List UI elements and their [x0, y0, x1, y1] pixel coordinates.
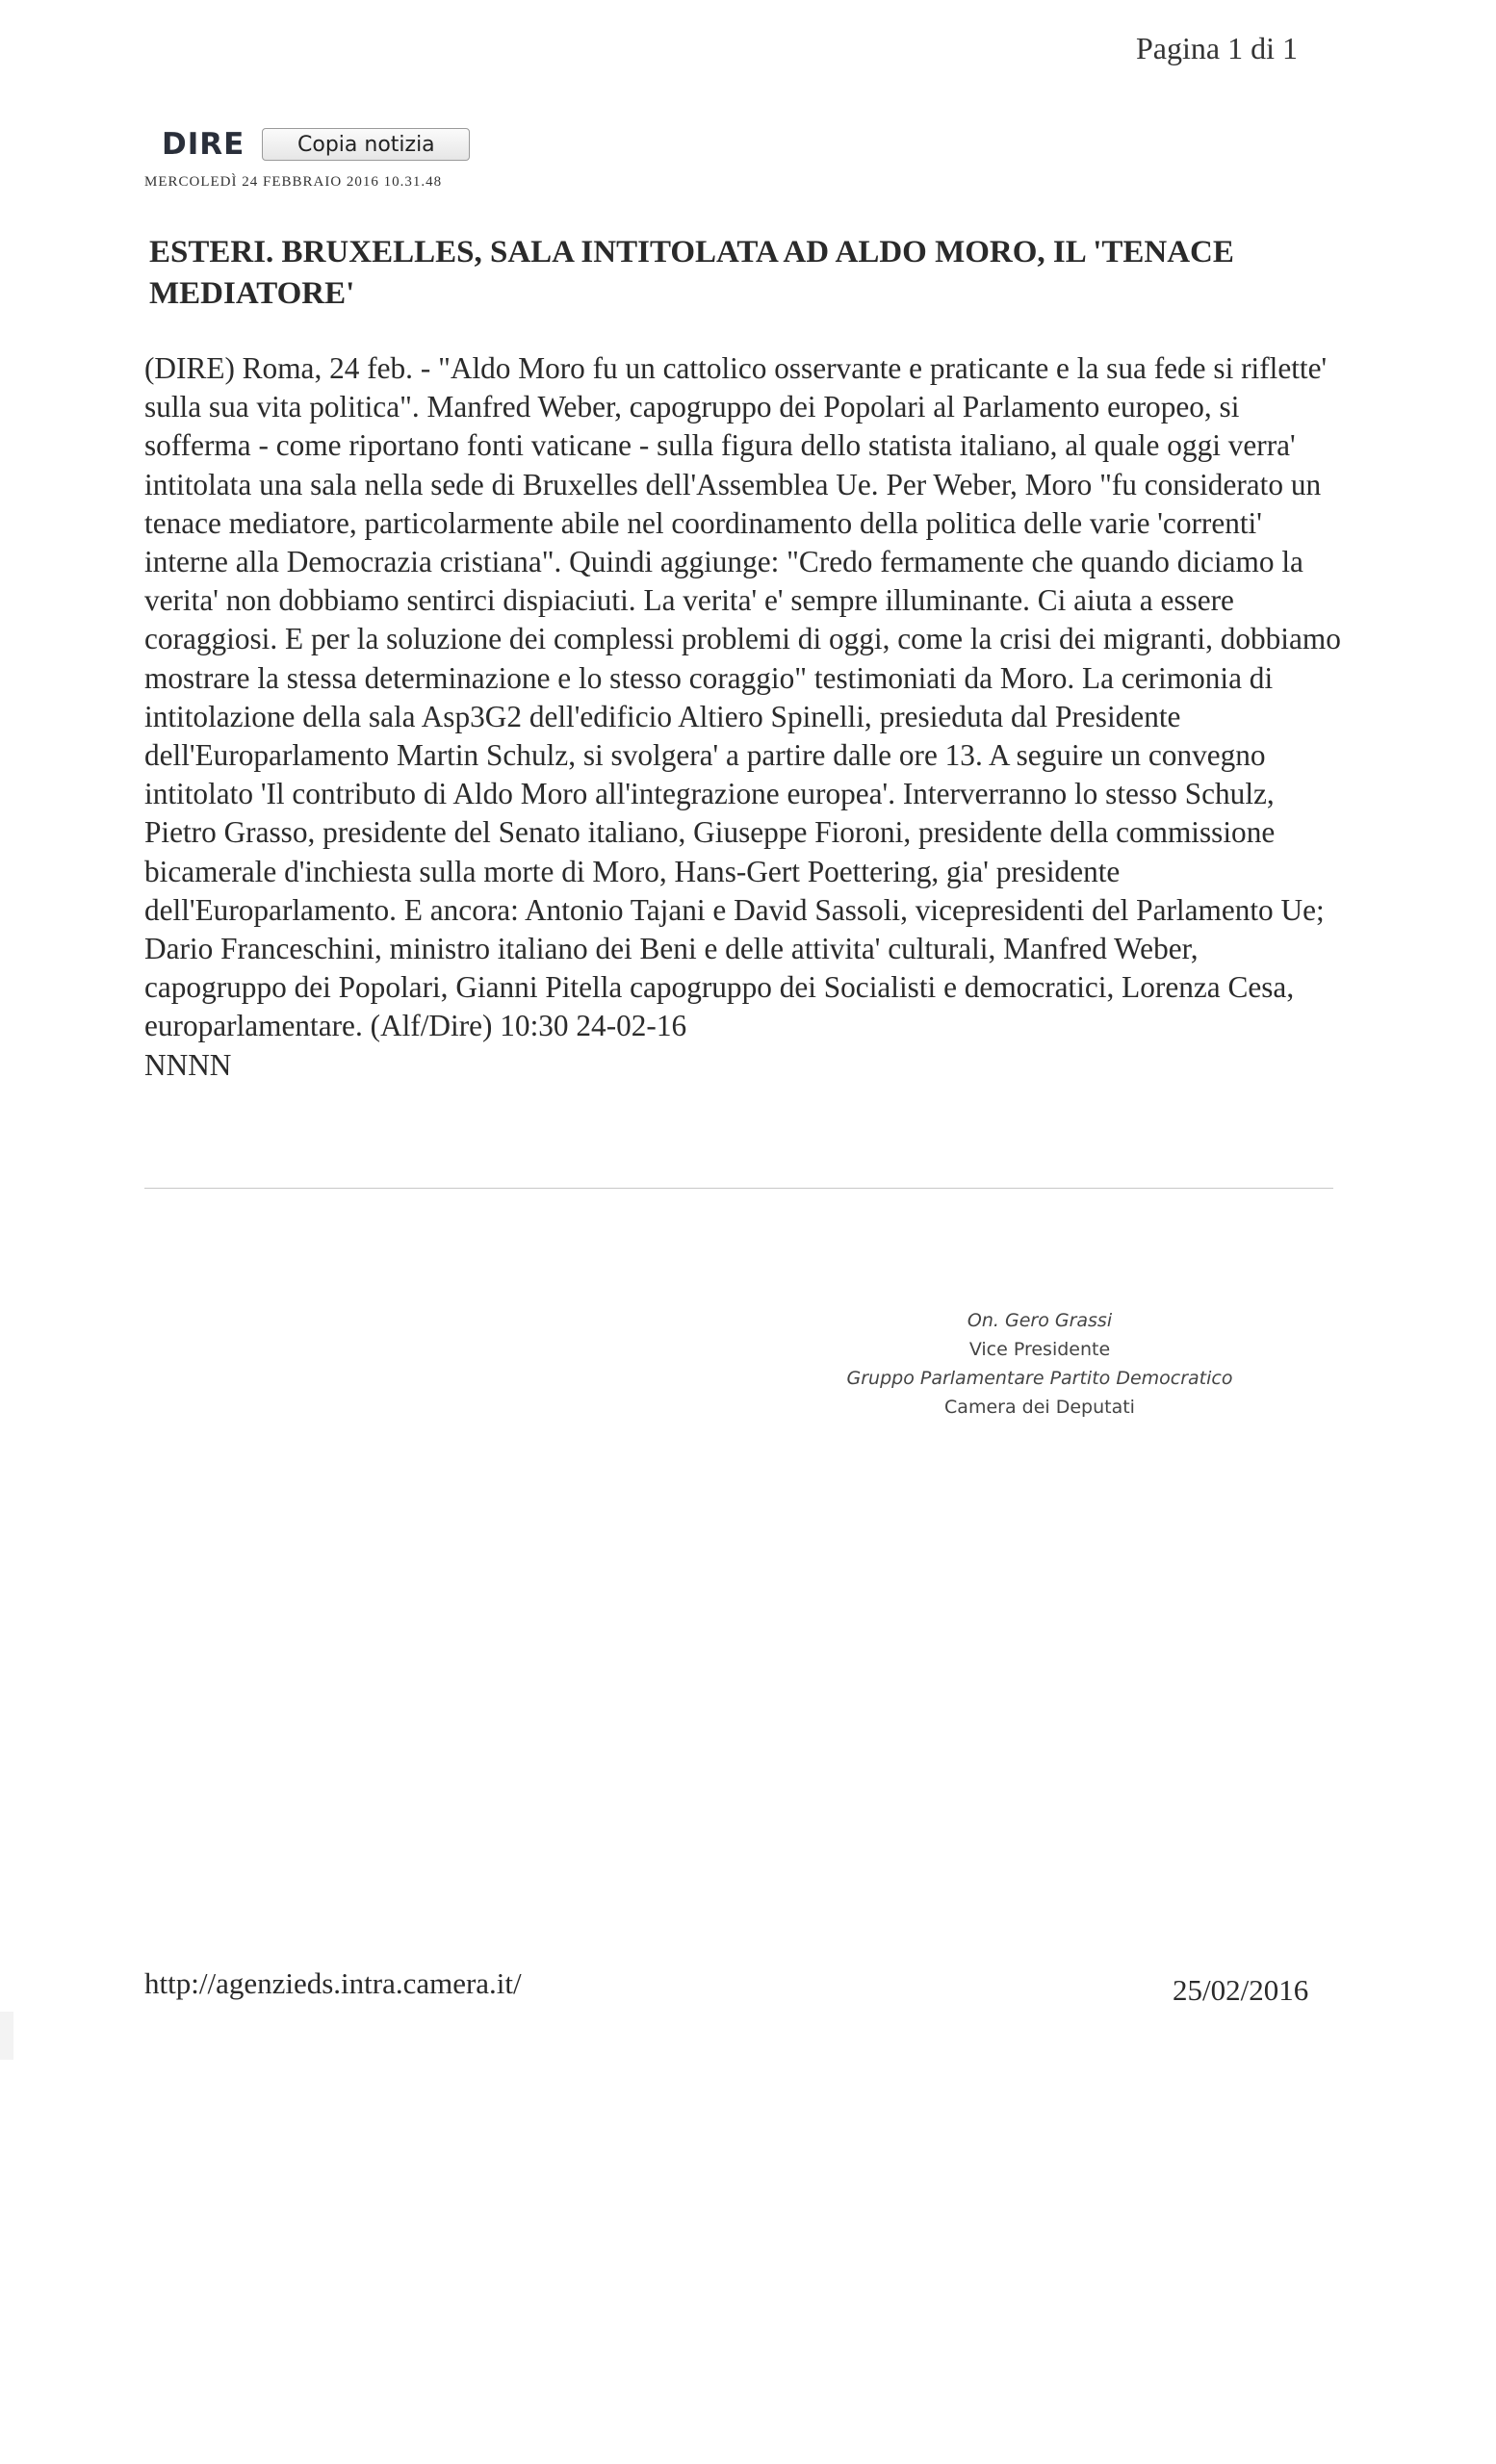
footer-url: http://agenzieds.intra.camera.it/: [144, 1966, 522, 2000]
article-body-text: (DIRE) Roma, 24 feb. - "Aldo Moro fu un cattolico osservante e praticante e la sua fede si riflette' sulla sua vita politica". Manfred Weber, capogruppo dei Popolari al Parlamento europeo, si sofferma - come riportano fonti vaticane - sulla figura dello statista italiano, al quale oggi verra' intitolata una sala nella sede di Bruxelles dell'Assemblea Ue. Per Weber, Moro "fu considerato un tenace mediatore, particolarmente abile nel coordinamento della politica delle varie 'correnti' interne alla Democrazia cristiana". Quindi aggiunge: "Credo fermamente che quando diciamo la verita' non dobbiamo sentirci dispiaciuti. La verita' e' sempre illuminante. Ci aiuta a essere coraggiosi. E per la soluzione dei complessi problemi di oggi, come la crisi dei migranti, dobbiamo mostrare la stessa determinazione e lo stesso coraggio" testimoniati da Moro. La cerimonia di intitolazione della sala Asp3G2 dell'edificio Altiero Spinelli, presieduta dal Presidente dell'Europarlamento Martin Schulz, si svolgera' a partire dalle ore 13. A seguire un convegno intitolato 'Il contributo di Aldo Moro all'integrazione europea'. Interverranno lo stesso Schulz, Pietro Grasso, presidente del Senato italiano, Giuseppe Fioroni, presidente della commissione bicamerale d'inchiesta sulla morte di Moro, Hans-Gert Poettering, gia' presidente dell'Europarlamento. E ancora: Antonio Tajani e David Sassoli, vicepresidenti del Parlamento Ue; Dario Franceschini, ministro italiano dei Beni e delle attivita' culturali, Manfred Weber, capogruppo dei Popolari, Gianni Pitella capogruppo dei Socialisti e democratici, Lorenza Cesa, europarlamentare. (Alf/Dire) 10:30 24-02-16: [144, 351, 1341, 1043]
divider: [144, 1188, 1333, 1189]
signature-stamp: [818, 1306, 1261, 1422]
scan-edge: [0, 2012, 13, 2060]
signature-group: Gruppo Parlamentare Partito Democratico: [846, 1368, 1233, 1389]
article-end-mark: NNNN: [144, 1047, 232, 1082]
signature-chamber: Camera dei Deputati: [944, 1397, 1135, 1418]
footer-date: 25/02/2016: [1173, 1973, 1309, 2007]
copy-news-button[interactable]: Copia notizia: [262, 128, 470, 161]
signature-role: Vice Presidente: [968, 1339, 1111, 1360]
article-headline: ESTERI. BRUXELLES, SALA INTITOLATA AD ALDO MORO, IL 'TENACE MEDIATORE': [149, 235, 1234, 311]
dateline: MERCOLEDÌ 24 FEBBRAIO 2016 10.31.48: [144, 174, 443, 190]
dire-logo: DIRE: [162, 127, 245, 162]
page-indicator: Pagina 1 di 1: [1136, 31, 1298, 65]
agency-header: [162, 127, 470, 162]
signature-name: On. Gero Grassi: [967, 1310, 1113, 1331]
article-body: [144, 349, 1343, 1085]
